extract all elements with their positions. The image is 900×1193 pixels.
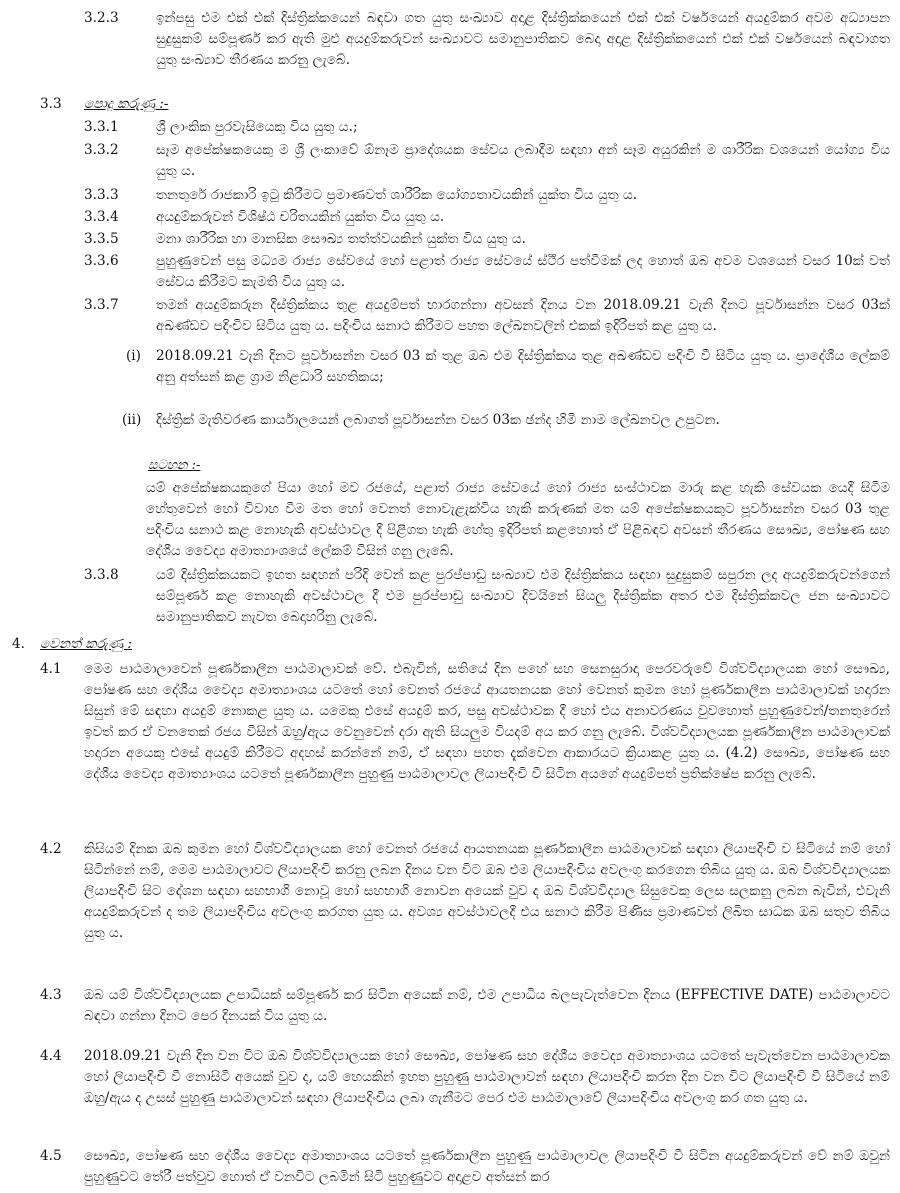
- clause-3-3-2: [84, 140, 890, 182]
- clause-text: පුහුණුවෙන් පසු මධ්‍යම රාජ්‍ය සේවයේ හෝ පළාත් රාජ්‍ය සේවයේ ස්ථිර පත්වීමක් ලද හොත් ඔබ අවම වශයෙන් වසර 10ක් වත් සේවය කිරීමට කැමති විය යුතු ය.: [156, 253, 890, 290]
- clause-4-4: [40, 1046, 890, 1109]
- clause-4-1: [40, 659, 890, 785]
- sub-item-text: 2018.09.21 වැනි දිනට පූර්වාසන්න වසර 03 ක් තුළ ඔබ එම දිස්ත්‍රික්කය තුළ අඛණ්ඩව පදිංචි වී සිටිය යුතු ය. ප්‍රාදේශීය ලේකම් අනු අත්සන් කළ ග්‍රාම නිළධාරි සහතිකය;: [156, 348, 890, 385]
- clause-text: තමන් අයදුම්කරුන දිස්ත්‍රික්කය තුළ අයදුම්පත් භාරගන්නා අවසන් දිනය වන 2018.09.21 වැනි දිනට පූර්වාසන්න වසර 03ක් අඛණ්ඩව පදිංචිව සිටිය යුතු ය. පදිංචිය සනාථ කිරීමට පහත ලේඛනවලින් එකක් ඉදිරිපත් කළ යුතු ය.: [156, 297, 890, 334]
- clause-text: සෑම අපේක්ෂකයෙකු ම ශ්‍රී ලංකාවේ ඕනෑම ප්‍රාදේශයක සේවය ලබාදීම සඳහා අන් සෑම අයුරකින් ම ශාරීරික වශයෙන් යෝග්‍ය විය යුතු ය.: [156, 142, 890, 179]
- clause-3-3-6: [84, 251, 890, 293]
- clause-3-3-7: [84, 295, 890, 337]
- clause-number: 4.1: [40, 661, 62, 677]
- clause-3-3-7-i: [126, 346, 890, 388]
- sub-item-number: (ii): [122, 412, 142, 428]
- clause-number: 3.3.3: [84, 187, 119, 203]
- clause-text: සෞඛ්‍ය, පෝෂණ සහ දේශීය වෛද්‍ය අමාත්‍යාංශය යටතේ පූර්ණකාලීන පුහුණු පාඨමාලාවල ලියාපදිංචි වී සිටින අයදුම්කරුවන් වේ නම් ඔවුන් පුහුණුවට තේරී පත්වුව හොත් ඒ වනවිට ලබමින් සිටි පුහුණුවට අදාළව අත්සන් කර: [84, 1148, 890, 1185]
- clause-text: 2018.09.21 වැනි දින වන විට ඔබ විශ්වවිද්‍යාලයක හෝ සෞඛ්‍ය, පෝෂණ සහ දේශීය වෛද්‍ය අමාත්‍යාංශය යටතේ පැවැත්වෙන පාඨමාලාවක හෝ ලියාපදිංචි වී නොසිටි අයෙක් වුව ද, යම් හෙයකින් ඉහත පුහුණු පාඨමාලාවන් සඳහා ලියාපදිංචි කරන දින වන විට ලියාපදිංචි වී සිටියේ නම් ඔහු/ඇය ද උසස් පුහුණු පාඨමාලාවන් සඳහා ලියාපදිංචිය ලබා ගැනීමට පෙර එම පාඨමාලාවේ ලියාපදිංචිය අවලංගු කර ගත යුතු ය.: [84, 1048, 890, 1106]
- clause-3-3-3: [84, 185, 890, 206]
- clause-text: කිසියම් දිනක ඔබ කුමන හෝ විශ්වවිද්‍යාලයක හෝ වෙනත් රජයේ ආයතනයක පූර්ණකාලීන පාඨමාලාවක් සඳහා ලියාපදිංචි ව සිටියේ නම් හෝ සිටින්නේ නම්, මෙම පාඨමාලාවට ලියාපදිංචි කරනු ලබන දිනය වන විට ඔබ එම ලියාපදිංචිය අවලංගු කරගෙන තිබිය යුතු ය. ඔබ විශ්වවිද්‍යාලයක ලියාපදිංචි සිට දේශන සඳහා සහභාගි නොවූ හෝ සහභාගි නොවන අයෙක් වුව ද ඔබ විශ්වවිද්‍යාල සිසුවෙකු ලෙස සලකනු ලබන බැවින්, එවැනි අයදුම්කරුවන් ද තම ලියාපදිංචිය අවලංගු කරගත යුතු ය. අවශ්‍ය අවස්ථාවලදී එය සනාථ කිරීම පිණිස ප්‍රමාණවත් ලිඛිත සාධක ඔබ සතුව තිබිය යුතු ය.: [84, 841, 890, 941]
- clause-text: තනතුරේ රාජකාරි ඉටු කිරීමට ප්‍රමාණවත් ශාරීරික යෝග්‍යතාවයකින් යුක්ත විය යුතු ය.: [156, 187, 638, 203]
- clause-text: ඉන්පසු එම එක් එක් දිස්ත්‍රික්කයෙන් බඳවා ගත යුතු සංඛ්‍යාව අදාළ දිස්ත්‍රික්කයෙන් එක් එක් වර්ෂයෙන් අයදුම්කර අවම අධ්‍යාපන සුදුසුකම් සම්පූර්ණ කර ඇති මුළු අයදුම්කරුවන් සංඛ්‍යාවට සමානුපාතිකව බෙදා අදාළ දිස්ත්‍රික්කයෙන් එක් එක් වර්ෂයෙන් බඳවාගත යුතු සංඛ්‍යාව තීරණය කරනු ලැබේ.: [156, 10, 890, 68]
- note-text: යම් අපේක්ෂකයකුගේ පියා හෝ මව රජයේ, පළාත් රාජ්‍ය සේවයේ හෝ රාජ්‍ය සංස්ථාවක මාරු කළ හැකි සේවයක යෙදී සිටීම හේතුවෙන් හෝ විවාහ වීම මත හෝ වෙනත් නොවැළැක්විය හැකි කරුණක් මත යම් අපේක්ෂකයකුට පූර්වාසන්න වසර 03 තුළ පදිංචිය සනාථ කළ නොහැකි අවස්ථාවල දී පිළිගත හැකි හේතු ඉදිරිපත් කළහොත් ඒ පිළිබඳව අවසන් තීරණය සෞඛ්‍ය, පෝෂණ සහ දේශීය වෛද්‍ය අමාත්‍යාංශයේ ලේකම් විසින් ගනු ලැබේ.: [146, 480, 890, 559]
- clause-text: මෙම පාඨමාලාවෙන් පූර්ණකාලීන පාඨමාලාවක් වේ. එබැවින්, සතියේ දින පහේ සහ සෙනසුරාදා පෙරවරුවේ විශ්වවිද්‍යාලයක හෝ සෞඛ්‍ය, පෝෂණ සහ දේශීය වෛද්‍ය අමාත්‍යාංශය යටතේ හෝ වෙනත් රජයේ ආයතනයක හෝ වෙනත් කුමන හෝ පූර්ණකාලීන පාඨමාලාවක් හදාරන සිසුන් මේ සඳහා අයදුම් නොකළ යුතු ය. යමෙකු එසේ අයදුම් කර, පසු අවස්ථාවක දී හෝ එය අනාවරණය වුවහොත් පුහුණුවෙන්/තනතුරෙන් ඉවත් කර ඒ වනතෙක් රජය විසින් ඔහු/ඇය වෙනුවෙන් දරා ඇති සියලුම වියදම් අය කර ගනු ලැබේ. විශ්වවිද්‍යාලයක පූර්ණකාලීන පාඨමාලාවක් හදාරන අයෙකු එසේ අයදුම් කිරීමට අදහස් කරන්නේ නම්, ඒ සඳහා පහත දැක්වෙන ආකාරයට ක්‍රියාකළ යුතු ය. (4.2) සෞඛ්‍ය, පෝෂණ සහ දේශීය වෛද්‍ය අමාත්‍යාංශය යටතේ පූර්ණකාලීන පුහුණු පාඨමාලාවල ලියාපදිංචි වී සිටින අයගේ අයදුම්පත් ප්‍රතික්ෂේප කරනු ලැබේ.: [84, 661, 890, 782]
- section-number: 3.3: [40, 96, 62, 112]
- sub-item-number: (i): [126, 348, 141, 364]
- clause-text: ඔබ යම් විශ්වවිද්‍යාලයක උපාධියක් සම්පූර්ණ කර සිටින අයෙක් නම්, එම උපාධිය බලපැවැත්වෙන දිනය (EFFECTIVE DATE) පාඨමාලාවට බඳවා ගන්නා දිනට පෙර දිනයක් විය යුතු ය.: [84, 987, 890, 1024]
- section-3-3-heading: [40, 94, 890, 115]
- clause-3-3-5: [84, 229, 890, 250]
- clause-3-3-4: [84, 207, 890, 228]
- sub-item-text: දිස්ත්‍රික් මැතිවරණ කාර්යාලයෙන් ලබාගත් පූර්වාසන්න වසර 03ක ඡන්ද හිමි නාම ලේඛනවල උපුටන.: [156, 412, 720, 428]
- clause-text: මනා ශාරීරික හා මානසික සෞඛ්‍ය තත්ත්වයකින් යුක්ත විය යුතු ය.: [156, 231, 526, 247]
- clause-3-3-1: [84, 117, 890, 138]
- clause-number: 4.4: [40, 1048, 62, 1064]
- clause-3-3-8: [84, 565, 890, 628]
- clause-4-2: [40, 839, 890, 944]
- clause-4-5: [40, 1146, 890, 1188]
- clause-4-3: [40, 985, 890, 1027]
- clause-3-3-7-ii: [122, 410, 890, 431]
- section-title: පොදු කරුණු :-: [84, 96, 169, 112]
- clause-text: අයදුම්කරුවන් විශිෂ්ඨ චරිතයකින් යුක්ත විය යුතු ය.: [156, 209, 445, 225]
- section-4-heading: [12, 634, 890, 655]
- clause-number: 4.2: [40, 841, 62, 857]
- clause-number: 3.3.8: [84, 567, 119, 583]
- clause-number: 3.3.1: [84, 119, 119, 135]
- clause-number: 3.3.7: [84, 297, 119, 313]
- clause-number: 4.5: [40, 1148, 62, 1164]
- clause-number: 3.3.4: [84, 209, 119, 225]
- note-label: සටහන :-: [148, 458, 201, 473]
- note-block: [146, 455, 890, 562]
- section-title: වෙනත් කරුණු :: [40, 636, 132, 652]
- clause-text: ශ්‍රී ලාංකික පුරවැසියෙකු විය යුතු ය.;: [156, 119, 358, 135]
- section-number: 4.: [12, 636, 25, 652]
- clause-text: යම් දිස්ත්‍රික්කයකට ඉහත සඳහන් පරිදි වෙන් කළ පුරප්පාඩු සංඛ්‍යාව එම දිස්ත්‍රික්කය සඳහා සුදුසුකම් සපුරන ලද අයදුම්කරුවන්ගෙන් සම්පූර්ණ කළ නොහැකි අවස්ථාවල දී එම පුරප්පාඩු සංඛ්‍යාව දිවයිනේ සියලු දිස්ත්‍රික්ක අතර එම දිස්ත්‍රික්කවල ජන සංඛ්‍යාවට සමානුපාතිකව නැවත බෙදාහරිනු ලැබේ.: [156, 567, 890, 625]
- clause-number: 3.3.6: [84, 253, 119, 269]
- clause-number: 3.3.5: [84, 231, 119, 247]
- clause-3-2-3: [84, 8, 890, 71]
- clause-number: 4.3: [40, 987, 62, 1003]
- clause-number: 3.2.3: [84, 10, 119, 26]
- clause-number: 3.3.2: [84, 142, 119, 158]
